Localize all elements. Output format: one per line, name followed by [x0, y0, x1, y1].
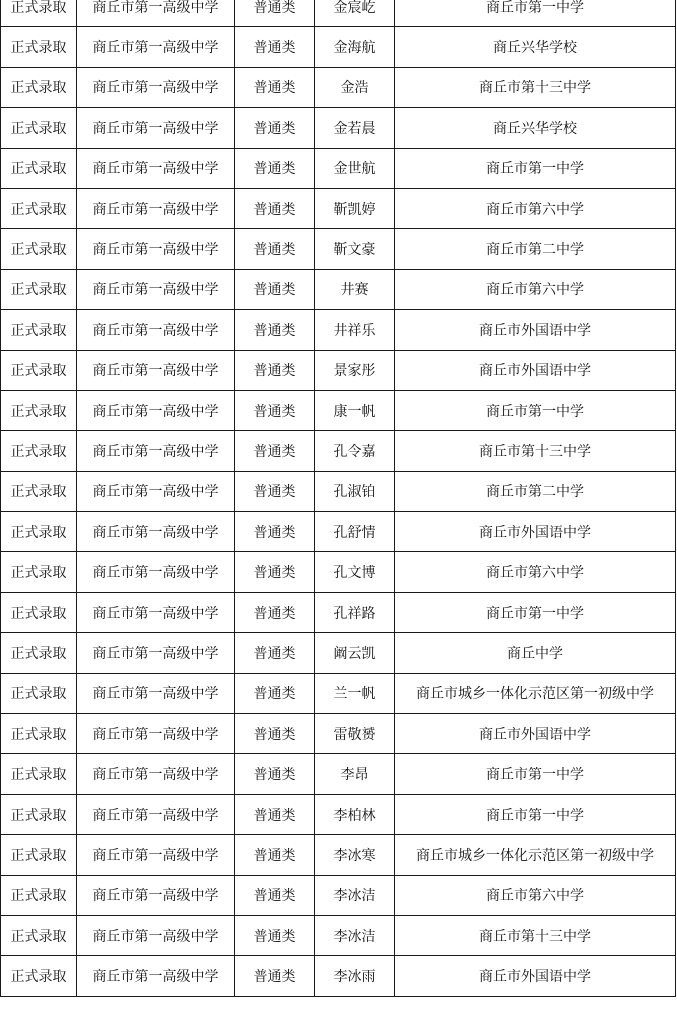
table-row — [1, 714, 676, 754]
student-name-cell: 金宸屹 — [315, 0, 395, 27]
status-cell: 正式录取 — [1, 471, 77, 511]
table-row — [1, 188, 676, 228]
graduating-school-cell: 商丘市外国语中学 — [395, 310, 676, 350]
student-name-cell: 靳凯婷 — [315, 188, 395, 228]
graduating-school-cell: 商丘市第六中学 — [395, 188, 676, 228]
graduating-school-cell: 商丘市第六中学 — [395, 875, 676, 915]
graduating-school-cell: 商丘兴华学校 — [395, 108, 676, 148]
table-row — [1, 229, 676, 269]
graduating-school-cell: 商丘市第二中学 — [395, 471, 676, 511]
student-name-cell: 雷敬赟 — [315, 714, 395, 754]
graduating-school-cell: 商丘市第一中学 — [395, 592, 676, 632]
graduating-school-cell: 商丘市城乡一体化示范区第一初级中学 — [395, 835, 676, 875]
student-name-cell: 李冰雨 — [315, 956, 395, 996]
student-name-cell: 李昂 — [315, 754, 395, 794]
status-cell: 正式录取 — [1, 835, 77, 875]
category-cell: 普通类 — [235, 633, 315, 673]
table-row — [1, 67, 676, 107]
status-cell: 正式录取 — [1, 875, 77, 915]
table-row — [1, 310, 676, 350]
student-name-cell: 李冰洁 — [315, 915, 395, 955]
admitting-school-cell: 商丘市第一高级中学 — [77, 512, 235, 552]
category-cell: 普通类 — [235, 592, 315, 632]
graduating-school-cell: 商丘市第一中学 — [395, 390, 676, 430]
graduating-school-cell: 商丘市第二中学 — [395, 229, 676, 269]
category-cell: 普通类 — [235, 714, 315, 754]
admitting-school-cell: 商丘市第一高级中学 — [77, 835, 235, 875]
admitting-school-cell: 商丘市第一高级中学 — [77, 633, 235, 673]
status-cell: 正式录取 — [1, 188, 77, 228]
status-cell: 正式录取 — [1, 27, 77, 67]
category-cell: 普通类 — [235, 875, 315, 915]
table-row — [1, 0, 676, 27]
student-name-cell: 金世航 — [315, 148, 395, 188]
category-cell: 普通类 — [235, 67, 315, 107]
admitting-school-cell: 商丘市第一高级中学 — [77, 915, 235, 955]
admitting-school-cell: 商丘市第一高级中学 — [77, 794, 235, 834]
graduating-school-cell: 商丘市第十三中学 — [395, 67, 676, 107]
status-cell: 正式录取 — [1, 431, 77, 471]
category-cell: 普通类 — [235, 431, 315, 471]
student-name-cell: 兰一帆 — [315, 673, 395, 713]
table-row — [1, 148, 676, 188]
admitting-school-cell: 商丘市第一高级中学 — [77, 592, 235, 632]
graduating-school-cell: 商丘市外国语中学 — [395, 714, 676, 754]
admitting-school-cell: 商丘市第一高级中学 — [77, 0, 235, 27]
category-cell: 普通类 — [235, 0, 315, 27]
admitting-school-cell: 商丘市第一高级中学 — [77, 956, 235, 996]
table-row — [1, 673, 676, 713]
table-body — [1, 0, 676, 996]
status-cell: 正式录取 — [1, 148, 77, 188]
admitting-school-cell: 商丘市第一高级中学 — [77, 390, 235, 430]
table-row — [1, 915, 676, 955]
table-row — [1, 835, 676, 875]
graduating-school-cell: 商丘市外国语中学 — [395, 350, 676, 390]
admitting-school-cell: 商丘市第一高级中学 — [77, 431, 235, 471]
category-cell: 普通类 — [235, 754, 315, 794]
table-row — [1, 956, 676, 996]
student-name-cell: 孔祥路 — [315, 592, 395, 632]
graduating-school-cell: 商丘市第六中学 — [395, 269, 676, 309]
category-cell: 普通类 — [235, 148, 315, 188]
table-row — [1, 108, 676, 148]
category-cell: 普通类 — [235, 471, 315, 511]
admitting-school-cell: 商丘市第一高级中学 — [77, 471, 235, 511]
admitting-school-cell: 商丘市第一高级中学 — [77, 229, 235, 269]
student-name-cell: 景家彤 — [315, 350, 395, 390]
status-cell: 正式录取 — [1, 229, 77, 269]
graduating-school-cell: 商丘市城乡一体化示范区第一初级中学 — [395, 673, 676, 713]
status-cell: 正式录取 — [1, 67, 77, 107]
student-name-cell: 李冰洁 — [315, 875, 395, 915]
student-name-cell: 李柏林 — [315, 794, 395, 834]
student-name-cell: 康一帆 — [315, 390, 395, 430]
category-cell: 普通类 — [235, 310, 315, 350]
table-row — [1, 431, 676, 471]
graduating-school-cell: 商丘中学 — [395, 633, 676, 673]
table-row — [1, 269, 676, 309]
table-row — [1, 633, 676, 673]
table-row — [1, 471, 676, 511]
status-cell: 正式录取 — [1, 754, 77, 794]
status-cell: 正式录取 — [1, 552, 77, 592]
admitting-school-cell: 商丘市第一高级中学 — [77, 310, 235, 350]
status-cell: 正式录取 — [1, 269, 77, 309]
table-row — [1, 350, 676, 390]
admitting-school-cell: 商丘市第一高级中学 — [77, 714, 235, 754]
graduating-school-cell: 商丘市第十三中学 — [395, 431, 676, 471]
student-name-cell: 阚云凯 — [315, 633, 395, 673]
table-row — [1, 512, 676, 552]
graduating-school-cell: 商丘市第一中学 — [395, 0, 676, 27]
status-cell: 正式录取 — [1, 956, 77, 996]
admitting-school-cell: 商丘市第一高级中学 — [77, 673, 235, 713]
category-cell: 普通类 — [235, 673, 315, 713]
status-cell: 正式录取 — [1, 915, 77, 955]
graduating-school-cell: 商丘市外国语中学 — [395, 956, 676, 996]
admitting-school-cell: 商丘市第一高级中学 — [77, 188, 235, 228]
category-cell: 普通类 — [235, 108, 315, 148]
status-cell: 正式录取 — [1, 794, 77, 834]
admitting-school-cell: 商丘市第一高级中学 — [77, 269, 235, 309]
student-name-cell: 金若晨 — [315, 108, 395, 148]
table-row — [1, 390, 676, 430]
student-name-cell: 孔令嘉 — [315, 431, 395, 471]
student-name-cell: 孔舒情 — [315, 512, 395, 552]
admitting-school-cell: 商丘市第一高级中学 — [77, 108, 235, 148]
table-row — [1, 794, 676, 834]
category-cell: 普通类 — [235, 350, 315, 390]
admitting-school-cell: 商丘市第一高级中学 — [77, 552, 235, 592]
table-row — [1, 27, 676, 67]
admitting-school-cell: 商丘市第一高级中学 — [77, 350, 235, 390]
graduating-school-cell: 商丘市第一中学 — [395, 754, 676, 794]
graduating-school-cell: 商丘市第六中学 — [395, 552, 676, 592]
admitting-school-cell: 商丘市第一高级中学 — [77, 148, 235, 188]
status-cell: 正式录取 — [1, 592, 77, 632]
student-name-cell: 靳文豪 — [315, 229, 395, 269]
graduating-school-cell: 商丘市外国语中学 — [395, 512, 676, 552]
status-cell: 正式录取 — [1, 108, 77, 148]
table-row — [1, 592, 676, 632]
category-cell: 普通类 — [235, 794, 315, 834]
category-cell: 普通类 — [235, 915, 315, 955]
category-cell: 普通类 — [235, 390, 315, 430]
student-name-cell: 金浩 — [315, 67, 395, 107]
graduating-school-cell: 商丘市第一中学 — [395, 148, 676, 188]
status-cell: 正式录取 — [1, 0, 77, 27]
admitting-school-cell: 商丘市第一高级中学 — [77, 67, 235, 107]
category-cell: 普通类 — [235, 956, 315, 996]
student-name-cell: 金海航 — [315, 27, 395, 67]
admitting-school-cell: 商丘市第一高级中学 — [77, 875, 235, 915]
category-cell: 普通类 — [235, 27, 315, 67]
admitting-school-cell: 商丘市第一高级中学 — [77, 27, 235, 67]
student-name-cell: 李冰寒 — [315, 835, 395, 875]
table-row — [1, 754, 676, 794]
category-cell: 普通类 — [235, 512, 315, 552]
admitting-school-cell: 商丘市第一高级中学 — [77, 754, 235, 794]
category-cell: 普通类 — [235, 269, 315, 309]
graduating-school-cell: 商丘兴华学校 — [395, 27, 676, 67]
category-cell: 普通类 — [235, 188, 315, 228]
graduating-school-cell: 商丘市第十三中学 — [395, 915, 676, 955]
student-name-cell: 孔淑铂 — [315, 471, 395, 511]
status-cell: 正式录取 — [1, 350, 77, 390]
category-cell: 普通类 — [235, 552, 315, 592]
status-cell: 正式录取 — [1, 512, 77, 552]
table-row — [1, 552, 676, 592]
student-name-cell: 井赛 — [315, 269, 395, 309]
student-name-cell: 井祥乐 — [315, 310, 395, 350]
status-cell: 正式录取 — [1, 673, 77, 713]
student-name-cell: 孔文博 — [315, 552, 395, 592]
category-cell: 普通类 — [235, 835, 315, 875]
status-cell: 正式录取 — [1, 633, 77, 673]
status-cell: 正式录取 — [1, 390, 77, 430]
category-cell: 普通类 — [235, 229, 315, 269]
graduating-school-cell: 商丘市第一中学 — [395, 794, 676, 834]
status-cell: 正式录取 — [1, 310, 77, 350]
table-row — [1, 875, 676, 915]
status-cell: 正式录取 — [1, 714, 77, 754]
